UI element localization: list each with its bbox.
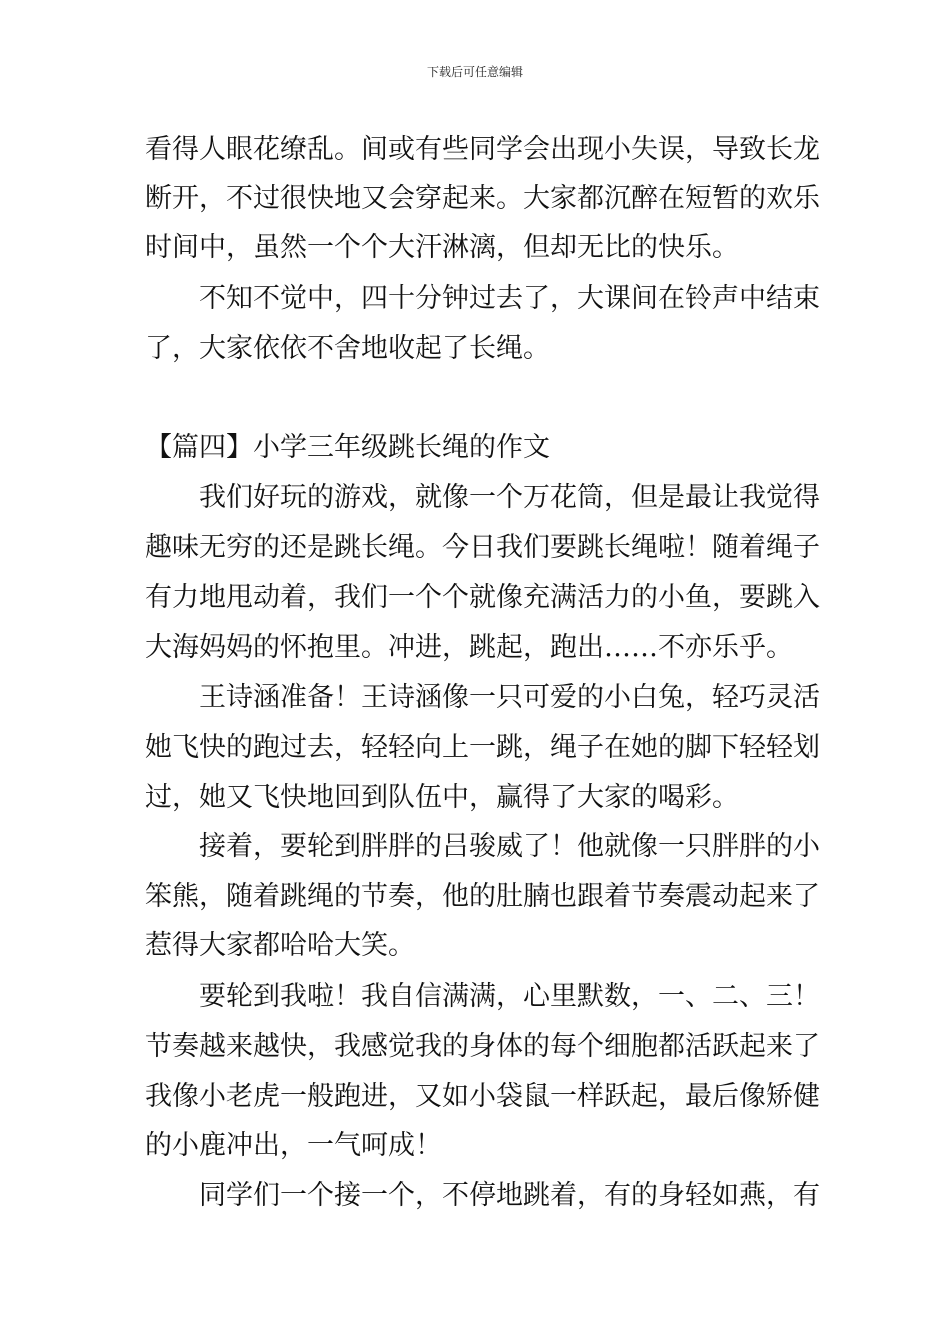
text-line: 接着，要轮到胖胖的吕骏威了！他就像一只胖胖的小 xyxy=(199,831,820,862)
text-line: 时间中，虽然一个个大汗淋漓，但却无比的快乐。 xyxy=(145,232,739,263)
text-line: 有力地甩动着，我们一个个就像充满活力的小鱼，要跳入 xyxy=(145,582,820,613)
text-line: 过，她又飞快地回到队伍中，赢得了大家的喝彩。 xyxy=(145,782,739,813)
text-line: 王诗涵准备！王诗涵像一只可爱的小白兔，轻巧灵活 xyxy=(199,682,820,713)
text-line: 她飞快的跑过去，轻轻向上一跳，绳子在她的脚下轻轻划 xyxy=(145,732,820,763)
section-heading: 【篇四】小学三年级跳长绳的作文 xyxy=(145,432,550,463)
text-line: 的小鹿冲出，一气呵成！ xyxy=(145,1130,442,1161)
text-line: 惹得大家都哈哈大笑。 xyxy=(145,930,415,961)
text-line: 我们好玩的游戏，就像一个万花筒，但是最让我觉得 xyxy=(199,482,820,513)
page-header: 下载后可任意编辑 xyxy=(426,65,523,79)
text-line: 同学们一个接一个，不停地跳着，有的身轻如燕，有 xyxy=(199,1180,820,1211)
text-line: 断开，不过很快地又会穿起来。大家都沉醉在短暂的欢乐 xyxy=(145,183,820,214)
text-line: 了，大家依依不舍地收起了长绳。 xyxy=(145,333,550,364)
text-line: 趣味无穷的还是跳长绳。今日我们要跳长绳啦！随着绳子 xyxy=(145,532,820,563)
text-line: 大海妈妈的怀抱里。冲进，跳起，跑出……不亦乐乎。 xyxy=(145,632,793,663)
text-line: 节奏越来越快，我感觉我的身体的每个细胞都活跃起来了 xyxy=(145,1031,820,1062)
text-line: 不知不觉中，四十分钟过去了，大课间在铃声中结束 xyxy=(199,283,820,314)
text-line: 我像小老虎一般跑进，又如小袋鼠一样跃起，最后像矫健 xyxy=(145,1081,820,1112)
text-line: 看得人眼花缭乱。间或有些同学会出现小失误，导致长龙 xyxy=(145,134,820,165)
text-line: 笨熊，随着跳绳的节奏，他的肚腩也跟着节奏震动起来了 xyxy=(145,881,820,912)
text-line: 要轮到我啦！我自信满满，心里默数，一、二、三！ xyxy=(199,981,820,1012)
